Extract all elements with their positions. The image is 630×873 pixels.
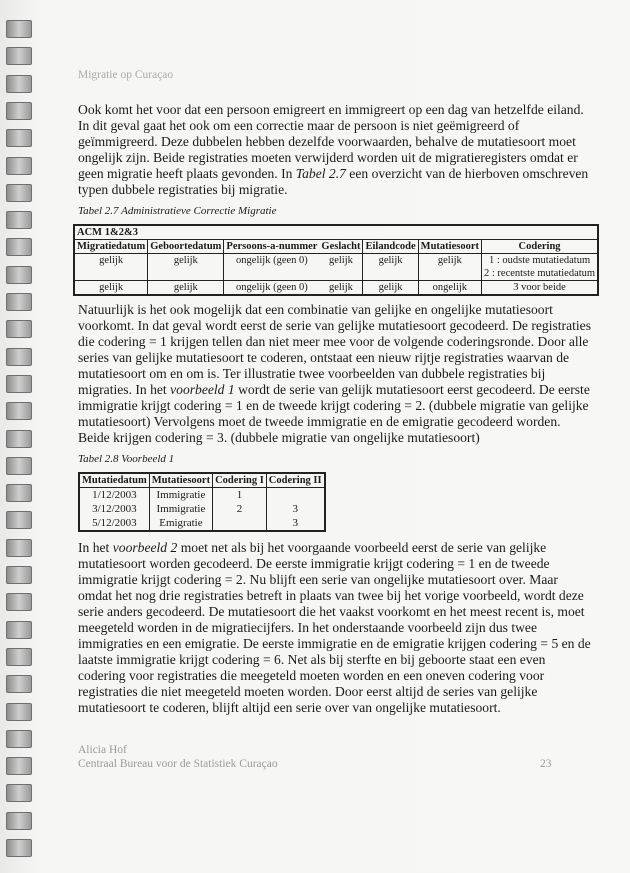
table-row (79, 502, 325, 516)
footer (78, 743, 278, 771)
column-header: Eilandcode (363, 240, 418, 254)
cell: Emigratie (149, 516, 212, 531)
text-line: geïmmigreerd. Deze dubbelen hebben dezelfde voorwaarden, behalve de mutatiesoort moet (78, 134, 576, 149)
footer-author: Alicia Hof (78, 744, 127, 756)
emphasis: Tabel 2.7 (295, 166, 346, 181)
spacer (73, 532, 573, 540)
cell: Immigratie (149, 502, 212, 516)
cell: gelijk (148, 254, 224, 281)
binding-ring (6, 320, 32, 338)
cell: 1 (213, 488, 267, 503)
binding-ring (6, 157, 32, 175)
column-header: Codering I (213, 473, 267, 488)
cell: Immigratie (149, 488, 212, 503)
binding-ring (6, 102, 32, 120)
binding-ring (6, 457, 32, 475)
page-number: 23 (540, 758, 552, 770)
cell: 2 (213, 502, 267, 516)
text-line: mutatiesoort te coderen, blijft altijd een serie over van ongelijke mutatiesoort. (78, 700, 501, 715)
coding-line: 2 : recentste mutatiedatum (484, 268, 596, 279)
binding-ring (6, 129, 32, 147)
text-line: voorkomt. In dat geval wordt eerst de serie van gelijke mutatiesoort gecodeerd. De registraties (78, 318, 591, 333)
column-header: Migratiedatum (74, 240, 148, 254)
emphasis: voorbeeld 1 (170, 382, 235, 397)
cell: ongelijk (418, 281, 481, 296)
text-line: series van gelijke mutatiesoort te coderen, ontstaat een nieuw rijtje registraties waarvan de (78, 350, 570, 365)
column-header: Mutatiesoort (418, 240, 481, 254)
cell: 1/12/2003 (79, 488, 149, 503)
text-line: immigratie krijgt codering = 1 en de tweede krijgt codering = 2. (dubbele migratie van gelijke (78, 398, 589, 413)
binding-ring (6, 511, 32, 529)
text-line (78, 540, 573, 556)
table-row (74, 254, 598, 281)
text-line: codering voor registraties die meegeteld moeten worden en een oneven codering voor (78, 668, 545, 683)
cell: gelijk (74, 254, 148, 281)
column-header: Mutatiedatum (79, 473, 149, 488)
text-line: Natuurlijk is het ook mogelijk dat een combinatie van gelijke en ongelijke mutatiesoort (78, 302, 553, 317)
coding-line: 1 : oudste mutatiedatum (488, 255, 591, 266)
cell: gelijk (319, 281, 363, 296)
text-line: Beide krijgen codering = 3. (dubbele migratie van ongelijke mutatiesoort) (78, 430, 480, 445)
footer-organization: Centraal Bureau voor de Statistiek Curaçao (78, 758, 278, 770)
text-line: In dit geval gaat het ook om een correctie maar de persoon is niet geëmigreerd of (78, 118, 520, 133)
running-header: Migratie op Curaçao (78, 69, 174, 81)
cell: ongelijk (geen 0) (224, 254, 319, 281)
table-row (79, 488, 325, 503)
binding-ring (6, 266, 32, 284)
text-line: ongelijk zijn. Beide registraties moeten verwijderd worden uit de migratieregisters omdat er (78, 150, 578, 165)
binding-ring (6, 621, 32, 639)
text-line: immigraties en een emigratie. De eerste immigratie en de emigratie krijgen codering = 5 en de (78, 636, 591, 651)
column-header: Codering II (266, 473, 324, 488)
binding-ring (6, 348, 32, 366)
text-line: mutatiesoort worden gecodeerd. De eerste immigratie krijgt codering = 1 en de tweede (78, 556, 550, 571)
binding-ring (6, 47, 32, 65)
cell: gelijk (74, 281, 148, 296)
text-segment: migraties. In het (78, 382, 171, 397)
column-header: Geboortedatum (148, 240, 224, 254)
text-line: meegeteld worden in de migratiecijfers. In het onderstaande voorbeeld zijn dus twee (78, 620, 537, 635)
binding-ring (6, 402, 32, 420)
binding-ring (6, 184, 32, 202)
cell: gelijk (319, 254, 363, 281)
column-header: Codering (482, 240, 599, 254)
text-line (78, 382, 590, 398)
table-2-7 (73, 224, 599, 296)
text-segment: wordt de serie van gelijk mutatiesoort eerst gecodeerd. De eerste (234, 382, 590, 397)
cell: 3 (266, 516, 324, 531)
column-header: Geslacht (319, 240, 363, 254)
table-2-8-caption: Tabel 2.8 Voorbeeld 1 (78, 453, 175, 465)
text-line: mutatiesoort) Vervolgens moet de tweede immigratie en de emigratie gecodeerd worden. (78, 414, 561, 429)
paragraph-1 (78, 102, 589, 198)
cell (213, 516, 267, 531)
text-line: laatste immigratie krijgt codering = 6. Net als bij sterfte en bij geboorte staat een even (78, 652, 546, 667)
table-row (74, 281, 598, 296)
cell: 3 voor beide (482, 281, 599, 296)
binding-ring (6, 648, 32, 666)
table-2-7-caption: Tabel 2.7 Administratieve Correctie Migratie (78, 205, 277, 217)
binding-ring (6, 784, 32, 802)
binding-ring (6, 238, 32, 256)
binding-ring (6, 75, 32, 93)
cell: gelijk (418, 254, 481, 281)
binding-ring (6, 593, 32, 611)
binding-ring (6, 293, 32, 311)
binding-ring (6, 539, 32, 557)
binding-ring (6, 566, 32, 584)
text-line: omdat het nog drie registraties betreft in plaats van twee bij het vorige voorbeeld, wordt deze (78, 588, 584, 603)
text-line: registraties die niet meegeteld moeten worden. Door eerst altijd de series van gelijke (78, 684, 538, 699)
binding-ring (6, 430, 32, 448)
table-group-label: ACM 1&2&3 (74, 225, 598, 240)
binding-ring (6, 812, 32, 830)
text-segment: geen migratie heeft plaats gevonden. In (78, 166, 296, 181)
column-header: Mutatiesoort (149, 473, 212, 488)
spiral-binding (0, 20, 36, 870)
table-row (79, 516, 325, 531)
paragraph-2 (78, 302, 591, 446)
cell (482, 254, 599, 281)
page-body (73, 102, 596, 716)
cell: gelijk (363, 254, 418, 281)
cell: 3/12/2003 (79, 502, 149, 516)
column-header: Persoons-a-nummer (224, 240, 319, 254)
text-line: typen dubbele registraties bij migratie. (78, 182, 288, 197)
binding-ring (6, 730, 32, 748)
cell (266, 488, 324, 503)
cell: 5/12/2003 (79, 516, 149, 531)
cell: 3 (266, 502, 324, 516)
cell: ongelijk (geen 0) (224, 281, 319, 296)
paragraph-3 (78, 540, 591, 716)
binding-ring (6, 20, 32, 38)
cell: gelijk (363, 281, 418, 296)
text-segment: moet net als bij het voorgaande voorbeeld eerst de serie van gelijke (177, 540, 547, 555)
text-line: immigratie krijgt codering = 2. Nu blijft een serie van ongelijke mutatiesoort over. Maar (78, 572, 558, 587)
binding-ring (6, 484, 32, 502)
text-line: serie anders gecodeerd. De mutatiesoort die het vaakst voorkomt en het meest recent is, moet (78, 604, 585, 619)
binding-ring (6, 703, 32, 721)
binding-ring (6, 675, 32, 693)
text-segment: In het (78, 540, 113, 555)
cell: gelijk (148, 281, 224, 296)
emphasis: voorbeeld 2 (112, 540, 178, 555)
binding-ring (6, 211, 32, 229)
text-line: die codering = 1 krijgen tellen dan niet meer mee voor de volgende coderingsronde. Door alle (78, 334, 589, 349)
binding-ring (6, 839, 32, 857)
binding-ring (6, 375, 32, 393)
text-line (78, 166, 589, 182)
text-line: mutatiesoort om en om is. Ter illustratie twee voorbeelden van dubbele registraties bij (78, 366, 546, 381)
text-line: Ook komt het voor dat een persoon emigreert en immigreert op een dag van hetzelfde eiland. (78, 102, 584, 117)
table-2-8 (78, 472, 326, 532)
text-segment: een overzicht van de hierboven omschreven (345, 166, 589, 181)
binding-ring (6, 757, 32, 775)
